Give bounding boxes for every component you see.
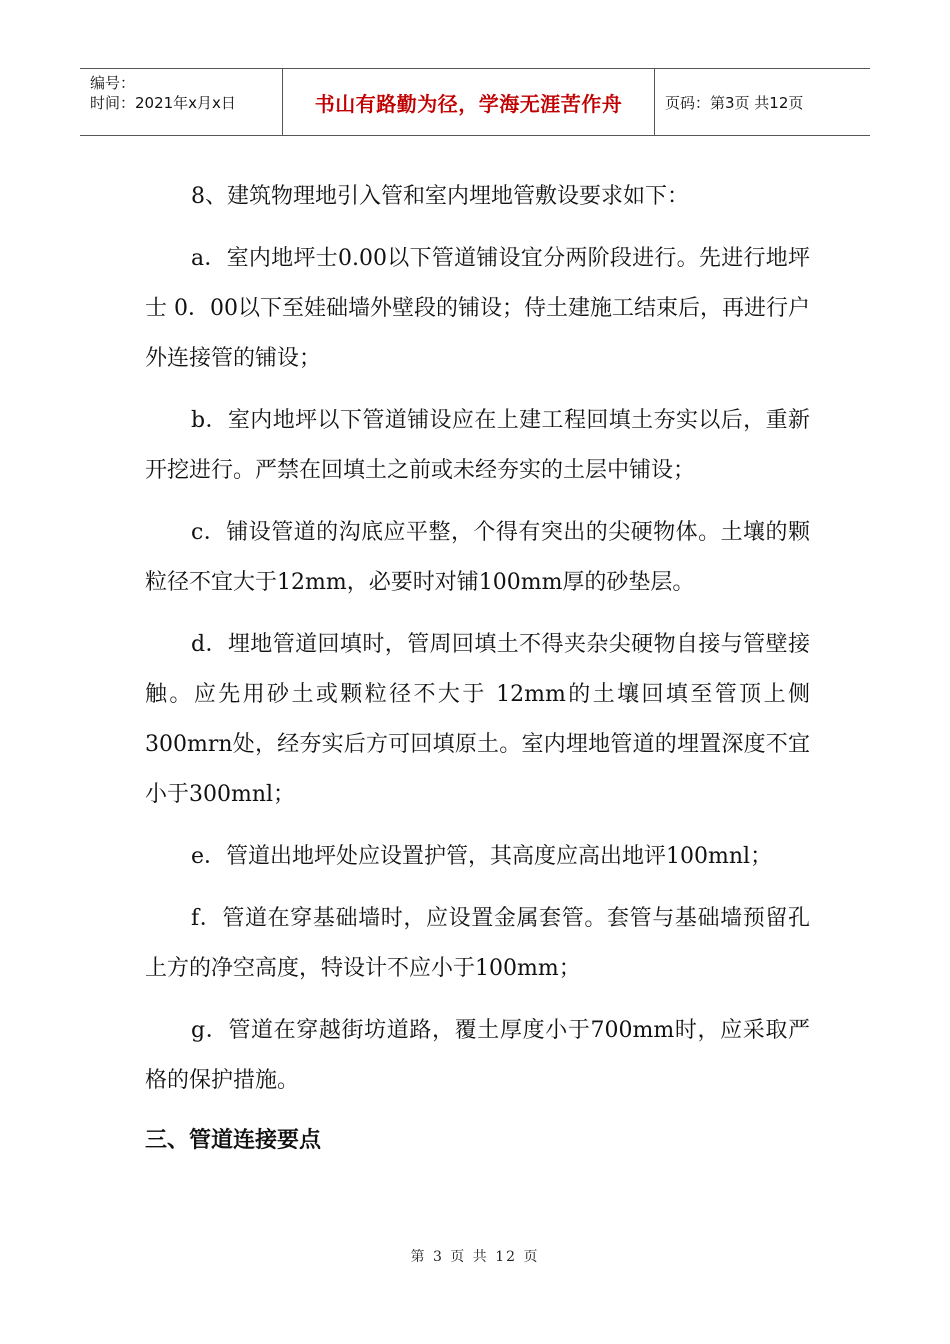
- paragraph-item-d: d．埋地管道回填时，管周回填土不得夹杂尖硬物自接与管壁接触。应先用砂土或颗粒径不大于 12mm的土壤回填至管顶上侧300mrn处，经夯实后方可回填原土。室内埋地管道的埋置深度不宜小于300mnl；: [145, 632, 810, 807]
- header-motto-cell: [282, 69, 655, 135]
- paragraph-item-a: a．室内地坪士0.00以下管道铺设宜分两阶段进行。先进行地坪士 0．00以下至娃础墙外壁段的铺设；侍土建施工结束后，再进行户外连接管的铺设；: [145, 246, 810, 371]
- header-page-info: 页码：第3页 共12页: [665, 93, 804, 112]
- page-header: [80, 68, 870, 136]
- header-meta: [80, 69, 282, 135]
- section-heading: 三、管道连接要点: [145, 1128, 322, 1153]
- paragraph-item-e: e．管道出地坪处应设置护管，其高度应高出地评100mnl；: [191, 844, 773, 869]
- paragraph-item-g: g．管道在穿越街坊道路，覆土厚度小于700mm时，应采取严格的保护措施。: [145, 1018, 810, 1093]
- paragraph-item-8: 8、建筑物理地引入管和室内埋地管敷设要求如下：: [191, 184, 689, 209]
- number-label: 编号：: [90, 74, 136, 92]
- time-label: 时间：2021年x月x日: [90, 94, 236, 112]
- document-body: [145, 172, 810, 1166]
- footer-page-number: 第 3 页 共 12 页: [410, 1249, 540, 1265]
- page-footer: [0, 1246, 950, 1266]
- paragraph-item-c: c．铺设管道的沟底应平整，个得有突出的尖硬物体。土壤的颗粒径不宜大于12mm，必要时对铺100mm厚的砂垫层。: [145, 520, 810, 595]
- header-motto: 书山有路勤为径，学海无涯苦作舟: [314, 91, 623, 116]
- header-page-cell: [655, 69, 870, 135]
- paragraph-item-f: f．管道在穿基础墙时，应设置金属套管。套管与基础墙预留孔上方的净空高度，特设计不应小于100mm；: [145, 906, 810, 981]
- paragraph-item-b: b．室内地坪以下管道铺设应在上建工程回填土夯实以后，重新开挖进行。严禁在回填土之前或未经夯实的土层中铺设；: [145, 408, 810, 483]
